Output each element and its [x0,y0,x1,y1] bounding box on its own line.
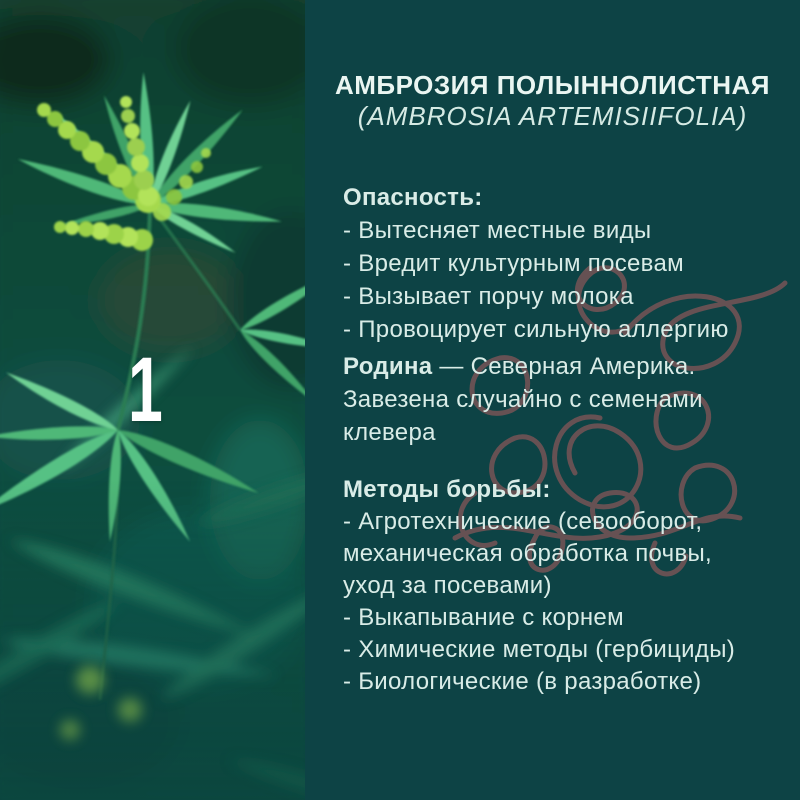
danger-heading: Опасность: [343,184,483,211]
section-danger [343,181,793,346]
origin-heading: Родина [343,353,433,380]
section-origin [343,350,793,449]
methods-heading: Методы борьбы: [343,476,551,503]
methods-item: - Агротехнические (севооборот, [343,508,703,535]
plant-latin-name: (AMBROSIA ARTEMISIIFOLIA) [357,101,748,131]
origin-line: клевера [343,419,436,446]
methods-item: - Выкапывание с корнем [343,604,624,631]
methods-item: уход за посевами) [343,572,552,599]
methods-item: - Биологические (в разработке) [343,668,702,695]
photo-teal-overlay [0,480,305,800]
danger-item: - Вредит культурным посевам [343,250,684,277]
methods-item: - Химические методы (гербициды) [343,636,736,663]
slide-number: 1 [128,339,163,441]
danger-item: - Вызывает порчу молока [343,283,634,310]
origin-line: Завезена случайно с семенами [343,386,703,413]
origin-text: — Северная Америка. [432,353,696,380]
danger-item: - Вытесняет местные виды [343,217,652,244]
section-methods [343,474,793,698]
plant-title: АМБРОЗИЯ ПОЛЫННОЛИСТНАЯ [334,70,770,100]
danger-item: - Провоцирует сильную аллергию [343,316,729,343]
title-block [305,70,800,132]
info-panel [305,0,800,800]
methods-item: механическая обработка почвы, [343,540,713,567]
ragweed-photo [0,0,305,800]
origin-line [343,350,793,383]
